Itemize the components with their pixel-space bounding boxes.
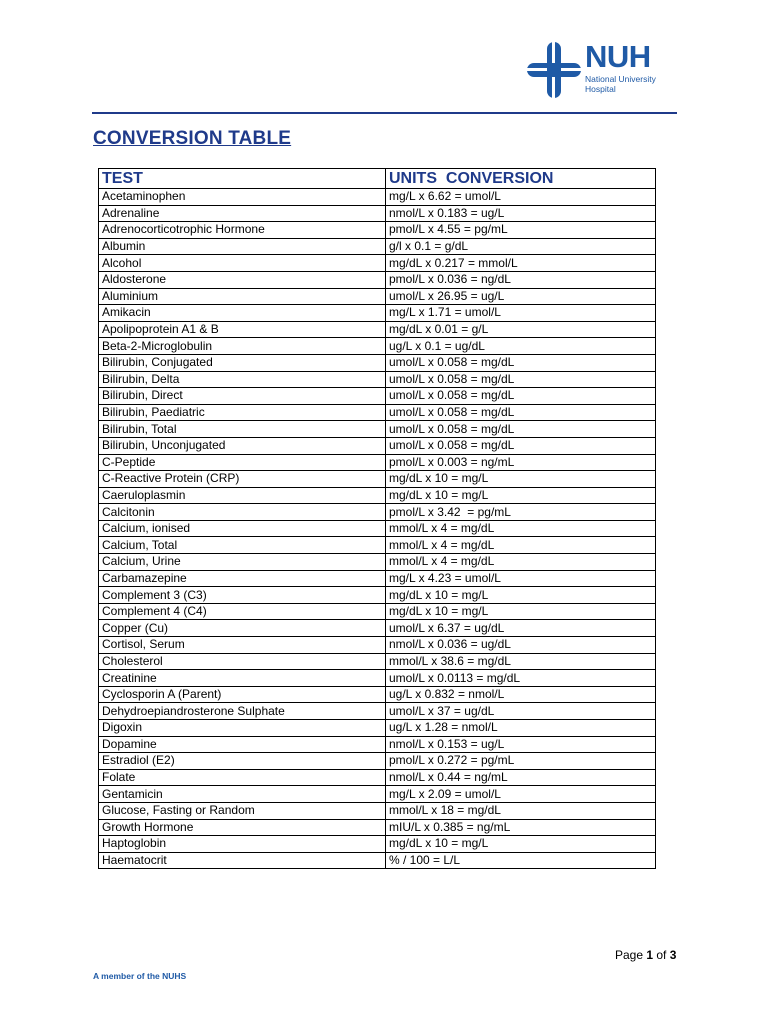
test-name-cell: Haptoglobin	[99, 836, 386, 853]
conversion-cell: pmol/L x 4.55 = pg/mL	[386, 222, 656, 239]
test-name-cell: Apolipoprotein A1 & B	[99, 321, 386, 338]
conversion-cell: mmol/L x 4 = mg/dL	[386, 554, 656, 571]
test-name-cell: Amikacin	[99, 305, 386, 322]
conversion-cell: nmol/L x 0.153 = ug/L	[386, 736, 656, 753]
table-row	[99, 736, 656, 753]
table-row	[99, 520, 656, 537]
test-name-cell: Folate	[99, 769, 386, 786]
page-current: 1	[646, 948, 654, 962]
test-name-cell: Estradiol (E2)	[99, 753, 386, 770]
table-row	[99, 255, 656, 272]
conversion-cell: umol/L x 0.058 = mg/dL	[386, 388, 656, 405]
conversion-cell: umol/L x 0.058 = mg/dL	[386, 421, 656, 438]
logo-name-line-1: National University	[585, 74, 656, 84]
conversion-cell: nmol/L x 0.183 = ug/L	[386, 205, 656, 222]
conversion-cell: pmol/L x 3.42 = pg/mL	[386, 504, 656, 521]
test-name-cell: Adrenocorticotrophic Hormone	[99, 222, 386, 239]
conversion-cell: pmol/L x 0.272 = pg/mL	[386, 753, 656, 770]
table-row	[99, 753, 656, 770]
test-name-cell: Adrenaline	[99, 205, 386, 222]
conversion-table	[98, 168, 656, 869]
table-row	[99, 637, 656, 654]
test-name-cell: Calcitonin	[99, 504, 386, 521]
test-name-cell: C-Peptide	[99, 454, 386, 471]
conversion-cell: mg/L x 4.23 = umol/L	[386, 570, 656, 587]
conversion-cell: pmol/L x 0.003 = ng/mL	[386, 454, 656, 471]
test-name-cell: Bilirubin, Direct	[99, 388, 386, 405]
test-name-cell: Complement 4 (C4)	[99, 603, 386, 620]
conversion-cell: nmol/L x 0.036 = ug/dL	[386, 637, 656, 654]
test-name-cell: Alcohol	[99, 255, 386, 272]
table-row	[99, 802, 656, 819]
test-name-cell: Aluminium	[99, 288, 386, 305]
conversion-cell: ug/L x 0.832 = nmol/L	[386, 686, 656, 703]
test-name-cell: Creatinine	[99, 670, 386, 687]
table-row	[99, 554, 656, 571]
test-name-cell: Caeruloplasmin	[99, 487, 386, 504]
table-row	[99, 404, 656, 421]
table-row	[99, 703, 656, 720]
conversion-cell: mg/dL x 10 = mg/L	[386, 836, 656, 853]
test-name-cell: Cyclosporin A (Parent)	[99, 686, 386, 703]
conversion-cell: mg/dL x 0.01 = g/L	[386, 321, 656, 338]
conversion-cell: ug/L x 1.28 = nmol/L	[386, 720, 656, 737]
conversion-cell: mIU/L x 0.385 = ng/mL	[386, 819, 656, 836]
conversion-cell: % / 100 = L/L	[386, 852, 656, 869]
test-name-cell: Acetaminophen	[99, 189, 386, 206]
test-name-cell: Bilirubin, Unconjugated	[99, 437, 386, 454]
test-name-cell: Beta-2-Microglobulin	[99, 338, 386, 355]
conversion-cell: mg/dL x 10 = mg/L	[386, 587, 656, 604]
table-row	[99, 454, 656, 471]
table-row	[99, 288, 656, 305]
conversion-cell: ug/L x 0.1 = ug/dL	[386, 338, 656, 355]
conversion-cell: pmol/L x 0.036 = ng/dL	[386, 271, 656, 288]
conversion-cell: mg/dL x 10 = mg/L	[386, 603, 656, 620]
table-row	[99, 587, 656, 604]
test-name-cell: Copper (Cu)	[99, 620, 386, 637]
table-row	[99, 487, 656, 504]
conversion-cell: g/l x 0.1 = g/dL	[386, 238, 656, 255]
conversion-cell: mg/dL x 10 = mg/L	[386, 487, 656, 504]
conversion-cell: umol/L x 0.058 = mg/dL	[386, 404, 656, 421]
conversion-cell: umol/L x 0.058 = mg/dL	[386, 371, 656, 388]
conversion-cell: mmol/L x 18 = mg/dL	[386, 802, 656, 819]
test-name-cell: Calcium, Total	[99, 537, 386, 554]
table-header-row	[99, 169, 656, 189]
table-row	[99, 321, 656, 338]
test-name-cell: Haematocrit	[99, 852, 386, 869]
table-row	[99, 786, 656, 803]
table-row	[99, 388, 656, 405]
table-row	[99, 653, 656, 670]
test-name-cell: Complement 3 (C3)	[99, 587, 386, 604]
conversion-cell: mg/dL x 10 = mg/L	[386, 471, 656, 488]
page-total: 3	[669, 948, 677, 962]
test-name-cell: Gentamicin	[99, 786, 386, 803]
test-name-cell: Bilirubin, Conjugated	[99, 354, 386, 371]
test-name-cell: Dehydroepiandrosterone Sulphate	[99, 703, 386, 720]
test-name-cell: Bilirubin, Delta	[99, 371, 386, 388]
conversion-cell: mmol/L x 38.6 = mg/dL	[386, 653, 656, 670]
test-name-cell: Glucose, Fasting or Random	[99, 802, 386, 819]
column-header-units-conversion: UNITS CONVERSION	[386, 169, 656, 189]
test-name-cell: Digoxin	[99, 720, 386, 737]
conversion-cell: umol/L x 0.058 = mg/dL	[386, 437, 656, 454]
table-row	[99, 238, 656, 255]
conversion-cell: mg/dL x 0.217 = mmol/L	[386, 255, 656, 272]
table-row	[99, 437, 656, 454]
test-name-cell: Bilirubin, Paediatric	[99, 404, 386, 421]
table-row	[99, 504, 656, 521]
test-name-cell: Calcium, Urine	[99, 554, 386, 571]
table-row	[99, 720, 656, 737]
test-name-cell: Calcium, ionised	[99, 520, 386, 537]
test-name-cell: Aldosterone	[99, 271, 386, 288]
table-row	[99, 305, 656, 322]
table-row	[99, 537, 656, 554]
table-row	[99, 686, 656, 703]
table-row	[99, 189, 656, 206]
table-row	[99, 371, 656, 388]
logo-name-line-2: Hospital	[585, 84, 616, 94]
logo-abbreviation: NUH	[585, 39, 651, 74]
table-row	[99, 819, 656, 836]
test-name-cell: Cholesterol	[99, 653, 386, 670]
conversion-cell: umol/L x 0.0113 = mg/dL	[386, 670, 656, 687]
table-row	[99, 222, 656, 239]
page-of: of	[653, 948, 670, 962]
header-divider	[92, 112, 677, 114]
nuh-logo	[527, 39, 677, 98]
conversion-cell: mg/L x 1.71 = umol/L	[386, 305, 656, 322]
document-title: CONVERSION TABLE	[93, 128, 292, 149]
conversion-cell: mmol/L x 4 = mg/dL	[386, 537, 656, 554]
table-body	[99, 189, 656, 869]
footer-member-note: A member of the NUHS	[93, 971, 187, 981]
conversion-cell: nmol/L x 0.44 = ng/mL	[386, 769, 656, 786]
conversion-cell: umol/L x 26.95 = ug/L	[386, 288, 656, 305]
conversion-cell: umol/L x 0.058 = mg/dL	[386, 354, 656, 371]
test-name-cell: Dopamine	[99, 736, 386, 753]
conversion-cell: umol/L x 6.37 = ug/dL	[386, 620, 656, 637]
conversion-cell: umol/L x 37 = ug/dL	[386, 703, 656, 720]
table-row	[99, 620, 656, 637]
table-row	[99, 852, 656, 869]
table-row	[99, 603, 656, 620]
table-row	[99, 338, 656, 355]
table-row	[99, 670, 656, 687]
test-name-cell: C-Reactive Protein (CRP)	[99, 471, 386, 488]
table-row	[99, 421, 656, 438]
hospital-cross-icon	[527, 42, 581, 98]
conversion-cell: mg/L x 2.09 = umol/L	[386, 786, 656, 803]
column-header-test: TEST	[99, 169, 386, 189]
test-name-cell: Cortisol, Serum	[99, 637, 386, 654]
table-row	[99, 271, 656, 288]
test-name-cell: Bilirubin, Total	[99, 421, 386, 438]
table-row	[99, 471, 656, 488]
table-row	[99, 570, 656, 587]
test-name-cell: Carbamazepine	[99, 570, 386, 587]
conversion-cell: mmol/L x 4 = mg/dL	[386, 520, 656, 537]
conversion-cell: mg/L x 6.62 = umol/L	[386, 189, 656, 206]
table-row	[99, 769, 656, 786]
test-name-cell: Growth Hormone	[99, 819, 386, 836]
table-row	[99, 354, 656, 371]
table-row	[99, 836, 656, 853]
page-number	[615, 948, 676, 962]
test-name-cell: Albumin	[99, 238, 386, 255]
table-row	[99, 205, 656, 222]
page-prefix: Page	[615, 948, 647, 962]
